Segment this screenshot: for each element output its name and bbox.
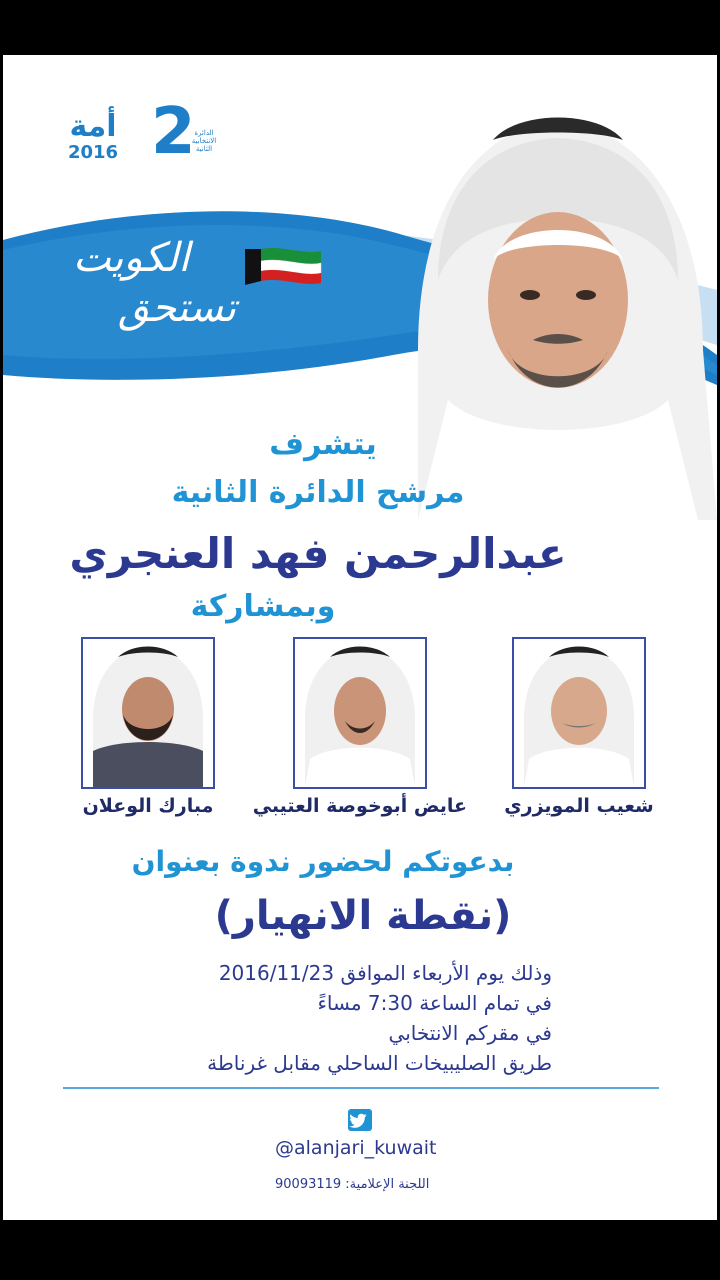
time-line: في تمام الساعة 7:30 مساءً — [317, 991, 552, 1015]
slogan-line-1: الكويت — [73, 235, 190, 281]
twitter-bird-icon — [348, 1109, 372, 1131]
address-line: طريق الصليبيخات الساحلي مقابل غرناطة — [207, 1051, 552, 1075]
seminar-topic: (نقطة الانهيار) — [214, 893, 512, 939]
divider — [63, 1087, 659, 1089]
invitation-text: بدعوتكم لحضور ندوة بعنوان — [131, 845, 515, 878]
guest-photo — [81, 637, 215, 789]
media-committee-phone: اللجنة الإعلامية: 90093119 — [275, 1177, 430, 1192]
guest-photo — [293, 637, 427, 789]
guest-card — [81, 637, 215, 817]
honored-heading: يتشرف — [269, 427, 377, 462]
guest-card — [252, 637, 467, 817]
guest-name: شعيب المويزري — [504, 795, 654, 817]
umma-year: 2016 — [67, 142, 119, 163]
district-2-logo — [151, 95, 217, 177]
district-number: 2 — [151, 95, 196, 169]
twitter-handle[interactable]: @alanjari_kuwait — [275, 1137, 437, 1159]
candidate-title: مرشح الدائرة الثانية — [171, 475, 465, 510]
umma-word: أمة — [69, 109, 117, 144]
district-logo-text: الدائرة الانتخابية الثانية — [191, 129, 217, 153]
campaign-poster — [3, 55, 717, 1220]
candidate-name: عبدالرحمن فهد العنجري — [69, 529, 567, 578]
with-participation-heading: وبمشاركة — [190, 589, 336, 624]
umma-2016-logo — [58, 110, 128, 162]
guest-name: عايض أبوخوصة العتيبي — [252, 795, 467, 817]
slogan-line-2: تستحق — [118, 285, 237, 331]
date-line: وذلك يوم الأربعاء الموافق 2016/11/23 — [218, 961, 552, 985]
guest-card — [504, 637, 654, 817]
kuwait-flag-icon — [243, 245, 323, 289]
guest-name: مبارك الوعلان — [82, 795, 214, 817]
place-line: في مقركم الانتخابي — [388, 1021, 552, 1045]
guest-photo — [512, 637, 646, 789]
